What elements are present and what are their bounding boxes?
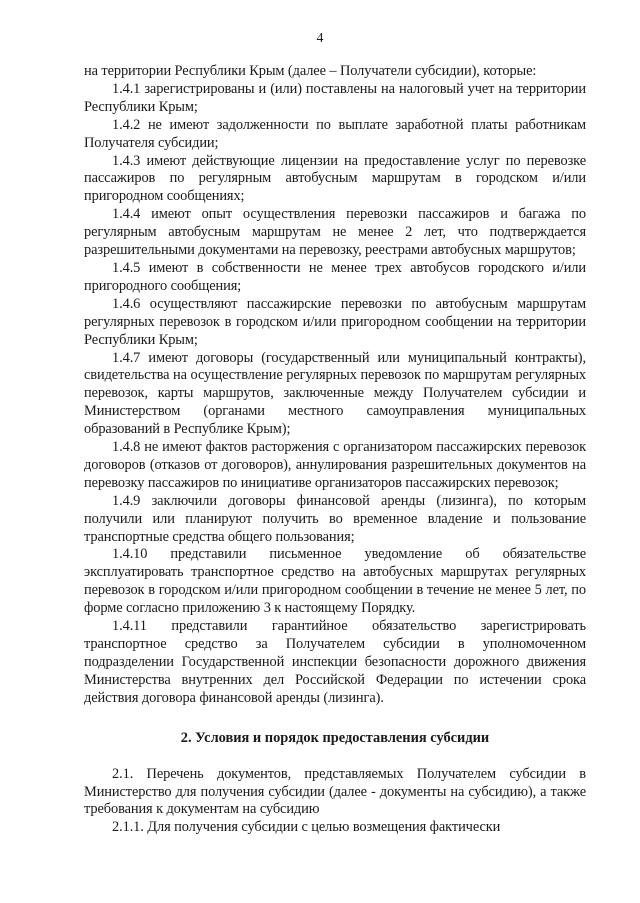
paragraph: 1.4.6 осуществляют пассажирские перевозки по автобусным маршрутам регулярных перевозок в городском и/или пригородном сообщении на территории Республики Крым; [84, 295, 586, 348]
paragraph: на территории Республики Крым (далее – Получатели субсидии), которые: [84, 63, 537, 79]
document-body [84, 63, 586, 837]
paragraph: 2.1.1. Для получения субсидии с целью возмещения фактически [112, 819, 501, 836]
paragraph: 1.4.11 представили гарантийное обязательство зарегистрировать транспортное средство за Получателем субсидии в уполномоченном подразделении Государственной инспекции безопасности дорожного движения Министерства внутренних дел Российской Федерации по истечении срока действия договора финансовой аренды (лизинга). [84, 618, 586, 706]
paragraph: 1.4.7 имеют договоры (государственный или муниципальный контракты), свидетельства на осуществление регулярных перевозок по маршрутам регулярных перевозок, карты маршрутов, заключенные между Получателем субсидии и Министерством (органами местного самоуправления муниципальных образований в Республике Крым); [84, 349, 586, 438]
paragraph-list-after [84, 766, 586, 838]
paragraph: 1.4.10 представили письменное уведомление об обязательстве эксплуатировать транспортное средство на автобусных маршрутах регулярных перевозок в городском и/или пригородном сообщении в течение не менее 5 лет, по форме согласно приложению 3 к настоящему Порядку. [84, 546, 586, 617]
paragraph: 1.4.8 не имеют фактов расторжения с организатором пассажирских перевозок договоров (отказов от договоров), аннулирования разрешительных документов на перевозку пассажиров по инициативе организаторов пассажирских перевозок; [84, 439, 586, 491]
paragraph-list-before [84, 63, 586, 708]
paragraph: 1.4.2 не имеют задолженности по выплате заработной платы работникам Получателя субсидии; [84, 116, 586, 151]
paragraph: 1.4.9 заключили договоры финансовой аренды (лизинга), по которым получили или планируют получить во временное владение и пользование транспортные средства общего пользования; [84, 492, 586, 545]
paragraph: 1.4.1 зарегистрированы и (или) поставлены на налоговый учет на территории Республики Крым; [84, 80, 586, 115]
paragraph: 1.4.3 имеют действующие лицензии на предоставление услуг по перевозке пассажиров по регулярным автобусным маршрутам в городском и/или пригородном сообщениях; [84, 152, 586, 205]
page-number: 4 [316, 30, 324, 45]
section-heading: 2. Условия и порядок предоставления субсидии [180, 729, 490, 746]
paragraph: 1.4.5 имеют в собственности не менее трех автобусов городского и/или пригородного сообщения; [84, 259, 586, 294]
paragraph: 1.4.4 имеют опыт осуществления перевозки пассажиров и багажа по регулярным автобусным маршрутам не менее 2 лет, что подтверждается разрешительными документами на перевозку, реестрами автобусных маршрутов; [84, 206, 586, 259]
paragraph: 2.1. Перечень документов, представляемых Получателем субсидии в Министерство для получения субсидии (далее - документы на субсидию), а также требования к документам на субсидию [84, 765, 586, 818]
